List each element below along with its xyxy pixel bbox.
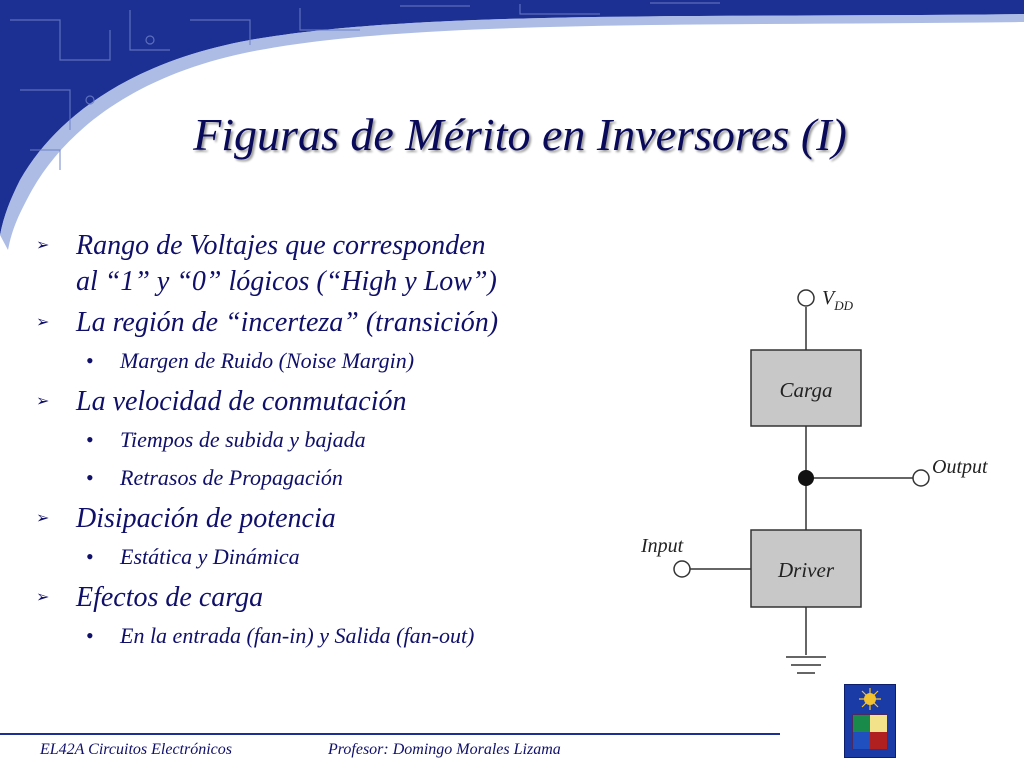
vdd-label: $V_{DD}$ <box>822 287 853 313</box>
sub-bullet-propagation: • Retrasos de Propagación <box>36 463 616 493</box>
course-name: EL42A Circuitos Electrónicos <box>40 741 232 758</box>
load-label: Carga <box>779 378 833 402</box>
dot-bullet-icon: • <box>86 623 94 648</box>
bullet-loading-effects: ➢ Efectos de carga <box>36 580 616 616</box>
sub-bullet-noise-margin: • Margen de Ruido (Noise Margin) <box>36 346 616 376</box>
output-node-dot <box>798 470 814 486</box>
driver-label: Driver <box>778 558 834 582</box>
input-terminal <box>674 561 690 577</box>
dot-bullet-icon: • <box>86 465 94 490</box>
output-terminal <box>913 470 929 486</box>
page-title: Figuras de Mérito en Inversores (I) <box>193 109 847 160</box>
bullet-power-dissipation: ➢ Disipación de potencia <box>36 501 616 537</box>
arrow-bullet-icon: ➢ <box>36 237 50 254</box>
input-label: Input <box>641 535 684 557</box>
sub-bullet-fan-in-out: • En la entrada (fan-in) y Salida (fan-out) <box>36 621 616 651</box>
bullet-uncertainty-region: ➢ La región de “incerteza” (transición) <box>36 305 616 341</box>
arrow-bullet-icon: ➢ <box>36 510 50 527</box>
arrow-bullet-icon: ➢ <box>36 314 50 331</box>
arrow-bullet-icon: ➢ <box>36 393 50 410</box>
output-label: Output <box>932 456 988 478</box>
dot-bullet-icon: • <box>86 427 94 452</box>
sub-bullet-rise-fall: • Tiempos de subida y bajada <box>36 425 616 455</box>
arrow-bullet-icon: ➢ <box>36 589 50 606</box>
university-crest-logo <box>844 684 896 758</box>
professor-name: Profesor: Domingo Morales Lizama <box>328 741 561 758</box>
sub-bullet-static-dynamic: • Estática y Dinámica <box>36 542 616 572</box>
dot-bullet-icon: • <box>86 348 94 373</box>
bullet-switching-speed: ➢ La velocidad de conmutación <box>36 384 616 420</box>
bullet-voltage-ranges: ➢ Rango de Voltajes que corresponden al “1” y “0” lógicos (“High y Low”) <box>36 230 497 297</box>
dot-bullet-icon: • <box>86 544 94 569</box>
vdd-terminal <box>798 290 814 306</box>
